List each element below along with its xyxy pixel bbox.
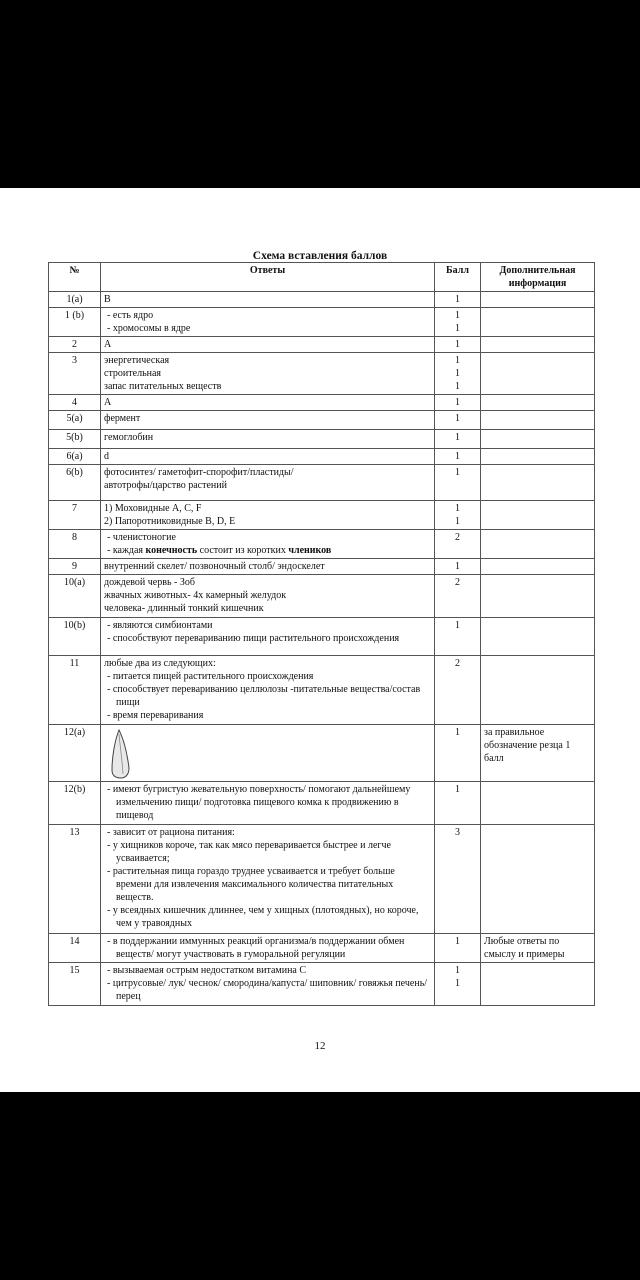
row-answer — [101, 825, 435, 934]
score-value: 1 — [455, 467, 460, 478]
row-answer — [101, 782, 435, 825]
score-value: 1 — [455, 355, 460, 366]
score-value: 3 — [455, 827, 460, 838]
row-extra-info — [481, 559, 595, 575]
answer-line: 1) Моховидные A, C, F — [104, 503, 202, 514]
table-row — [49, 465, 595, 501]
score-value: 1 — [455, 727, 460, 738]
row-score — [435, 656, 481, 725]
row-number: 6(b) — [49, 465, 101, 501]
row-score — [435, 292, 481, 308]
row-number: 4 — [49, 395, 101, 411]
answer-line: - в поддержании иммунных реакций организма/в поддержании обмен веществ/ могут участвовать в гуморальной регуляции — [107, 936, 405, 960]
table-row — [49, 501, 595, 530]
row-score — [435, 530, 481, 559]
answer-line: B — [104, 294, 111, 305]
score-value: 1 — [455, 503, 460, 514]
row-answer — [101, 725, 435, 782]
table-row — [49, 656, 595, 725]
answer-line: - у всеядных кишечник длиннее, чем у хищных (плотоядных), но короче, чем у травоядных — [107, 905, 419, 929]
answer-line: - зависит от рациона питания: — [107, 827, 235, 838]
header-num: № — [49, 263, 101, 292]
row-number: 9 — [49, 559, 101, 575]
row-number: 2 — [49, 337, 101, 353]
row-number: 1 (b) — [49, 308, 101, 337]
page-title: Схема вставления баллов — [252, 250, 388, 262]
score-value: 1 — [455, 323, 460, 334]
row-answer — [101, 430, 435, 449]
row-extra-info — [481, 575, 595, 618]
answer-line: - хромосомы в ядре — [107, 323, 191, 334]
answer-line: - способствует перевариванию целлюлозы -питательные вещества/состав пищи — [107, 684, 421, 708]
score-value: 1 — [455, 413, 460, 424]
header-score: Балл — [435, 263, 481, 292]
score-value: 1 — [455, 397, 460, 408]
row-answer — [101, 934, 435, 963]
score-value: 1 — [455, 310, 460, 321]
score-value: 1 — [455, 368, 460, 379]
row-number: 15 — [49, 963, 101, 1006]
answer-line: фермент — [104, 413, 141, 424]
row-score — [435, 465, 481, 501]
row-number: 14 — [49, 934, 101, 963]
answer-line: A — [104, 339, 112, 350]
answer-line: - есть ядро — [107, 310, 154, 321]
table-row — [49, 963, 595, 1006]
score-value: 1 — [455, 784, 460, 795]
row-extra-info — [481, 782, 595, 825]
answer-line: фотосинтез/ гаметофит-спорофит/пластиды/ — [104, 467, 294, 478]
row-extra-info — [481, 465, 595, 501]
answer-line: запас питательных веществ — [104, 381, 222, 392]
row-answer — [101, 395, 435, 411]
answer-line: A — [104, 397, 112, 408]
answer-line: - способствуют перевариванию пищи растительного происхождения — [107, 633, 400, 644]
row-answer — [101, 449, 435, 465]
row-extra-info — [481, 618, 595, 656]
score-value: 1 — [455, 561, 460, 572]
row-answer — [101, 292, 435, 308]
row-score — [435, 395, 481, 411]
incisor-tooth-image — [110, 728, 132, 780]
answer-line: - у хищников короче, так как мясо переваривается быстрее и легче усваивается; — [107, 840, 391, 864]
row-number: 12(b) — [49, 782, 101, 825]
score-value: 1 — [455, 516, 460, 527]
answer-line: - вызываемая острым недостатком витамина С — [107, 965, 307, 976]
row-answer — [101, 501, 435, 530]
row-extra-info — [481, 411, 595, 430]
answer-line: человека- длинный тонкий кишечник — [104, 603, 264, 614]
answer-line: d — [104, 451, 109, 462]
row-score — [435, 353, 481, 395]
row-answer — [101, 618, 435, 656]
score-value: 1 — [455, 432, 460, 443]
row-score — [435, 411, 481, 430]
table-row — [49, 618, 595, 656]
answer-line: строительная — [104, 368, 162, 379]
table-row — [49, 530, 595, 559]
answer-line: - членистоногие — [107, 532, 176, 543]
header-extra: Дополнительная информация — [481, 263, 595, 292]
row-score — [435, 575, 481, 618]
row-score — [435, 501, 481, 530]
table-row — [49, 559, 595, 575]
row-answer — [101, 411, 435, 430]
row-extra-info — [481, 656, 595, 725]
table-row — [49, 934, 595, 963]
row-number: 5(a) — [49, 411, 101, 430]
row-number: 11 — [49, 656, 101, 725]
answer-line: автотрофы/царство растений — [104, 480, 227, 491]
row-number: 13 — [49, 825, 101, 934]
row-extra-info — [481, 430, 595, 449]
table-row — [49, 449, 595, 465]
row-score — [435, 308, 481, 337]
row-number: 5(b) — [49, 430, 101, 449]
row-answer — [101, 465, 435, 501]
answer-line: - растительная пища гораздо труднее усваивается и требует больше времени для извлечения максимального количества питательных веществ. — [107, 866, 395, 903]
row-extra-info — [481, 395, 595, 411]
row-number: 12(a) — [49, 725, 101, 782]
row-score — [435, 934, 481, 963]
table-row — [49, 308, 595, 337]
score-value: 1 — [455, 294, 460, 305]
table-row — [49, 337, 595, 353]
answer-line: любые два из следующих: — [104, 658, 216, 669]
score-value: 1 — [455, 451, 460, 462]
answer-line: 2) Папоротниковидные B, D, E — [104, 516, 236, 527]
table-row — [49, 430, 595, 449]
answer-line: - время переваривания — [107, 710, 204, 721]
row-score — [435, 559, 481, 575]
row-extra-info — [481, 449, 595, 465]
row-extra-info — [481, 963, 595, 1006]
row-extra-info — [481, 353, 595, 395]
row-answer — [101, 530, 435, 559]
answer-line: дождевой червь - Зоб — [104, 577, 195, 588]
row-score — [435, 449, 481, 465]
table-row — [49, 782, 595, 825]
score-value: 1 — [455, 965, 460, 976]
answer-line: - цитрусовые/ лук/ чеснок/ смородина/капуста/ шиповник/ говяжья печень/ перец — [107, 978, 428, 1002]
page-number: 12 — [314, 1040, 326, 1052]
row-extra-info — [481, 825, 595, 934]
emphasis-text: члеников — [288, 545, 332, 556]
score-value: 2 — [455, 658, 460, 669]
row-score — [435, 337, 481, 353]
row-number: 3 — [49, 353, 101, 395]
score-value: 1 — [455, 381, 460, 392]
row-extra-info: за правильное обозначение резца 1 балл — [481, 725, 595, 782]
row-answer — [101, 559, 435, 575]
row-answer — [101, 353, 435, 395]
row-answer — [101, 337, 435, 353]
answer-line: - являются симбионтами — [107, 620, 213, 631]
row-extra-info: Любые ответы по смыслу и примеры — [481, 934, 595, 963]
row-answer — [101, 963, 435, 1006]
table-row — [49, 395, 595, 411]
row-answer — [101, 575, 435, 618]
table-row — [49, 575, 595, 618]
row-extra-info — [481, 530, 595, 559]
row-number: 8 — [49, 530, 101, 559]
row-extra-info — [481, 337, 595, 353]
table-row — [49, 411, 595, 430]
row-number: 6(a) — [49, 449, 101, 465]
row-number: 10(b) — [49, 618, 101, 656]
row-score — [435, 618, 481, 656]
answer-line: энергетическая — [104, 355, 170, 366]
row-number: 1(a) — [49, 292, 101, 308]
header-row — [49, 263, 595, 292]
row-answer — [101, 308, 435, 337]
score-value: 2 — [455, 577, 460, 588]
table-row — [49, 292, 595, 308]
row-extra-info — [481, 292, 595, 308]
answer-line: внутренний скелет/ позвоночный столб/ эндоскелет — [104, 561, 325, 572]
row-score — [435, 825, 481, 934]
answer-line: - имеют бугристую жевательную поверхность/ помогают дальнейшему измельчению пищи/ подготовка пищевого комка к продвижению в пищевод — [107, 784, 411, 821]
answer-line: - питается пищей растительного происхождения — [107, 671, 314, 682]
row-score — [435, 782, 481, 825]
row-answer — [101, 656, 435, 725]
score-value: 1 — [455, 620, 460, 631]
answer-line: гемоглобин — [104, 432, 154, 443]
document-page — [0, 188, 640, 1092]
header-answers: Ответы — [101, 263, 435, 292]
table-row — [49, 725, 595, 782]
table-row — [49, 825, 595, 934]
answer-line: - каждая конечность состоит из коротких члеников — [107, 545, 332, 556]
scoring-table — [48, 262, 595, 1006]
row-score — [435, 430, 481, 449]
row-number: 7 — [49, 501, 101, 530]
row-number: 10(a) — [49, 575, 101, 618]
table-row — [49, 353, 595, 395]
score-value: 1 — [455, 978, 460, 989]
answer-line: жвачных животных- 4х камерный желудок — [104, 590, 287, 601]
score-value: 1 — [455, 936, 460, 947]
score-value: 2 — [455, 532, 460, 543]
row-extra-info — [481, 501, 595, 530]
emphasis-text: конечность — [145, 545, 198, 556]
row-score — [435, 963, 481, 1006]
row-extra-info — [481, 308, 595, 337]
row-score — [435, 725, 481, 782]
score-value: 1 — [455, 339, 460, 350]
